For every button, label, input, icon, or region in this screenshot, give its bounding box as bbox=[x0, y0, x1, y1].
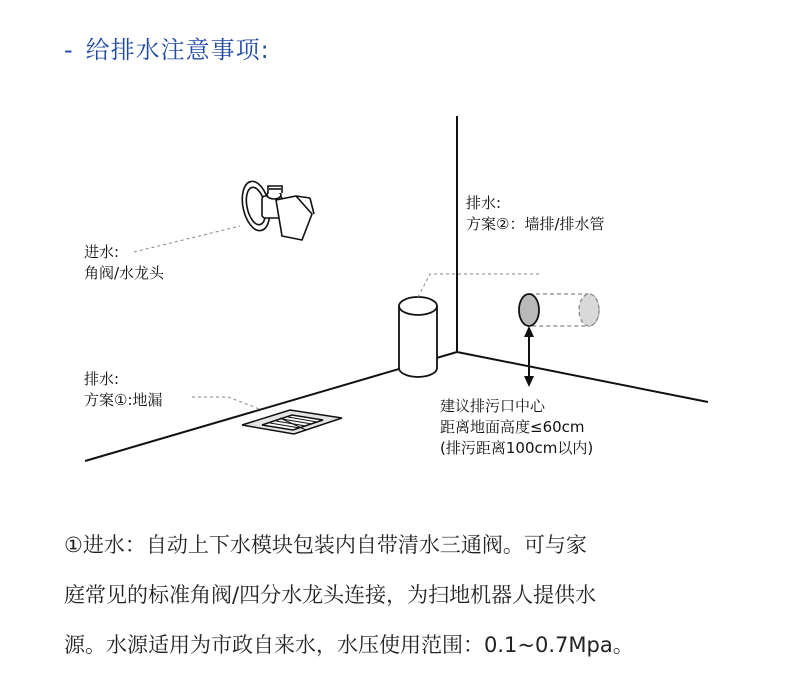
wall-drain-label-line2: 方案②：墙排/排水管 bbox=[466, 215, 605, 233]
wall-drain-outlet-icon bbox=[519, 294, 599, 326]
heading-dash: - bbox=[64, 36, 74, 64]
floor-drain-label-line1: 排水: bbox=[84, 370, 120, 388]
angle-valve-icon bbox=[238, 179, 314, 240]
floor-drain-icon bbox=[242, 410, 342, 434]
inlet-note-paragraph bbox=[64, 520, 754, 670]
height-note-line1: 建议排污口中心 bbox=[440, 397, 546, 415]
height-arrow bbox=[524, 326, 534, 387]
height-note-line2: 距离地面高度≤60cm bbox=[440, 418, 585, 436]
standpipe-icon bbox=[399, 297, 437, 377]
inlet-label-line2: 角阀/水龙头 bbox=[84, 264, 165, 282]
note-line-3: 源。水源适用为市政自来水，水压使用范围：0.1~0.7Mpa。 bbox=[64, 633, 634, 657]
floor-drain-leader-line bbox=[192, 397, 262, 410]
floor-drain-label-line2: 方案①:地漏 bbox=[84, 391, 163, 409]
wall-drain-label-line1: 排水: bbox=[466, 194, 502, 212]
height-note-label bbox=[440, 396, 593, 459]
heading-title: 给排水注意事项: bbox=[85, 36, 270, 64]
note-line-1: ①进水：自动上下水模块包装内自带清水三通阀。可与家 bbox=[64, 533, 587, 557]
room-outline bbox=[85, 116, 708, 461]
note-line-2: 庭常见的标准角阀/四分水龙头连接，为扫地机器人提供水 bbox=[64, 583, 597, 607]
height-note-line3: (排污距离100cm以内) bbox=[440, 439, 594, 457]
standpipe-leader-line bbox=[418, 274, 540, 297]
floor-drain-label bbox=[84, 369, 163, 411]
inlet-label-line1: 进水: bbox=[84, 243, 120, 261]
wall-drain-label bbox=[466, 193, 605, 235]
floor-right-edge bbox=[457, 352, 708, 402]
inlet-label bbox=[84, 242, 164, 284]
